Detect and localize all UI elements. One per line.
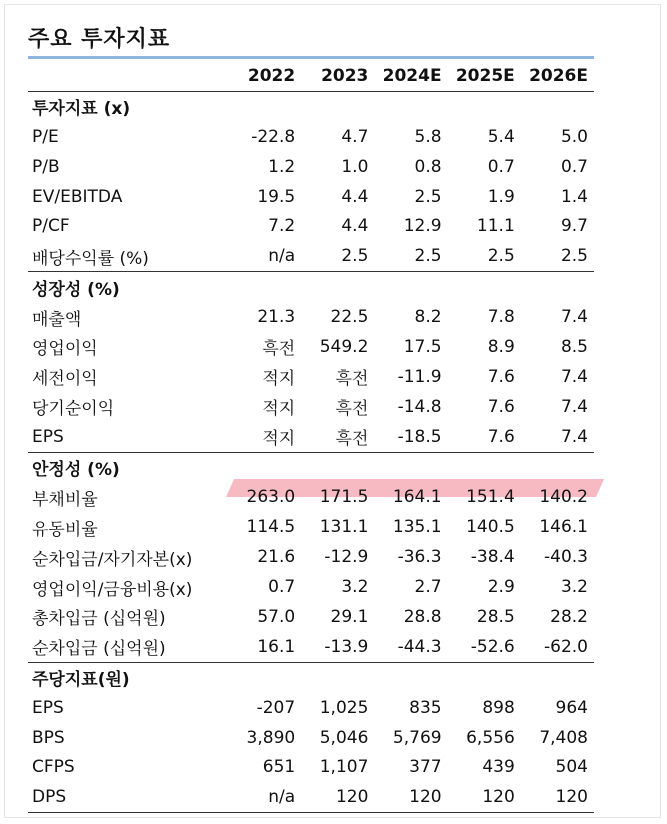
value-cell: 4.7 [341,126,369,147]
row-label: EPS [32,697,64,718]
section-title: 성장성 (%) [28,272,594,302]
value-cell: 흑전 [335,429,369,450]
row-label: BPS [32,727,65,748]
value-cell: 5.4 [487,126,515,147]
investment-indicators-table [28,61,594,813]
value-cell: 2.9 [487,577,515,598]
year-header: 2025E [448,61,521,91]
table-row [28,152,594,182]
year-header: 2022 [228,61,301,91]
value-cell: 22.5 [330,307,369,328]
table-row [28,512,594,542]
value-cell: 3,890 [246,727,296,748]
value-cell: 9.7 [560,216,588,237]
value-cell: 120 [448,782,521,812]
value-cell: 5,769 [392,727,442,748]
table-row [28,302,594,332]
header-row [28,61,594,91]
value-cell: 114.5 [246,517,296,538]
table-row [28,602,594,632]
table-row [28,782,594,812]
title-underline [28,56,594,59]
value-cell: 1,025 [319,697,369,718]
value-cell: 6,556 [466,727,515,748]
value-cell: 4.4 [341,216,369,237]
section-header-row [28,452,594,482]
value-cell: 7.6 [487,396,515,417]
table-row [28,182,594,212]
value-cell: 1.2 [268,156,296,177]
row-label: 영업이익 [32,339,98,360]
section-header-row [28,272,594,302]
value-cell: -12.9 [324,547,369,568]
value-cell: 17.5 [403,336,442,357]
value-cell: 964 [555,697,588,718]
value-cell: 1.4 [560,186,588,207]
value-cell: 131.1 [319,517,369,538]
value-cell: 3.2 [560,577,588,598]
value-cell: 29.1 [330,606,369,627]
value-cell: 5.0 [560,126,588,147]
value-cell: 1,107 [319,757,369,778]
value-cell: 28.8 [403,606,442,627]
row-label: CFPS [32,757,75,778]
row-label: 순차입금 (십억원) [32,639,166,660]
row-label: 순차입금/자기자본(x) [32,549,193,570]
value-cell: 2.5 [414,186,442,207]
value-cell: 5,046 [319,727,369,748]
value-cell: 0.7 [487,156,515,177]
value-cell: 263.0 [246,487,296,508]
value-cell: -62.0 [544,636,588,657]
section-title: 투자지표 (x) [32,99,131,120]
table-row [28,332,594,362]
value-cell: 2.5 [414,246,442,267]
table-row [28,482,594,512]
row-label: 유동비율 [32,519,98,540]
value-cell: 2.5 [341,246,369,267]
value-cell: 16.1 [257,636,296,657]
value-cell: 8.5 [560,336,588,357]
value-cell: 7.6 [487,426,515,447]
row-label: 영업이익/금융비용(x) [32,579,193,600]
value-cell: 835 [409,697,442,718]
value-cell: -38.4 [470,547,515,568]
value-cell: 7.8 [487,307,515,328]
section-title: 주당지표(원) [28,662,594,692]
value-cell: 5.8 [414,126,442,147]
value-cell: 흑전 [262,339,296,360]
value-cell: 164.1 [392,487,442,508]
value-cell: -40.3 [544,547,588,568]
value-cell: 적지 [262,399,296,420]
year-header: 2026E [521,61,594,91]
value-cell: 171.5 [319,487,369,508]
value-cell: 0.7 [268,577,296,598]
value-cell: 651 [262,757,296,778]
section-header-row [28,662,594,692]
value-cell: 120 [301,782,374,812]
year-header: 2023 [301,61,374,91]
value-cell: 8.9 [487,336,515,357]
year-header: 2024E [374,61,447,91]
value-cell: 140.2 [539,487,588,508]
value-cell: 1.0 [341,156,369,177]
value-cell: 7.4 [560,426,588,447]
value-cell: -13.9 [324,636,369,657]
value-cell: 2.5 [487,246,515,267]
table-row [28,362,594,392]
value-cell: 21.3 [257,307,296,328]
table-row [28,752,594,782]
value-cell: 140.5 [466,517,515,538]
value-cell: -36.3 [397,547,442,568]
value-cell: n/a [268,246,296,267]
row-label: 매출액 [32,309,82,330]
value-cell: n/a [228,782,301,812]
value-cell: -22.8 [251,126,296,147]
table-row [28,693,594,723]
value-cell: 흑전 [335,399,369,420]
section-header-row [28,91,594,121]
value-cell: 12.9 [403,216,442,237]
value-cell: 439 [482,757,515,778]
value-cell: 57.0 [257,606,296,627]
value-cell: 2.5 [560,246,588,267]
value-cell: 적지 [262,369,296,390]
value-cell: -44.3 [397,636,442,657]
value-cell: 7.4 [560,396,588,417]
row-label: P/CF [32,216,70,237]
value-cell: 7.2 [268,216,296,237]
value-cell: 1.9 [487,186,515,207]
row-label: DPS [28,782,228,812]
value-cell: 흑전 [335,369,369,390]
section-title: 안정성 (%) [28,452,594,482]
row-label: 부채비율 [32,489,98,510]
value-cell: 0.7 [560,156,588,177]
table-row [28,422,594,452]
value-cell: 135.1 [392,517,442,538]
table-row [28,723,594,753]
value-cell: 7,408 [539,727,588,748]
row-label: EPS [32,426,64,447]
header-label-cell [28,61,228,91]
value-cell: 549.2 [319,336,369,357]
value-cell: 146.1 [539,517,588,538]
table-row [28,542,594,572]
page-title: 주요 투자지표 [28,27,171,52]
value-cell: -18.5 [397,426,442,447]
value-cell: 120 [374,782,447,812]
value-cell: 적지 [262,429,296,450]
table-row [28,632,594,662]
value-cell: 4.4 [341,186,369,207]
value-cell: 898 [482,697,515,718]
table-row [28,122,594,152]
row-label: P/E [32,126,59,147]
value-cell: 151.4 [466,487,515,508]
value-cell: 377 [409,757,442,778]
value-cell: 8.2 [414,307,442,328]
value-cell: -11.9 [397,366,442,387]
value-cell: -14.8 [397,396,442,417]
table-row [28,392,594,422]
value-cell: 21.6 [257,547,296,568]
value-cell: -52.6 [470,636,515,657]
row-label: EV/EBITDA [32,186,123,207]
value-cell: 2.7 [414,577,442,598]
value-cell: -207 [256,697,296,718]
table-row [28,211,594,241]
value-cell: 11.1 [476,216,515,237]
value-cell: 28.5 [476,606,515,627]
row-label: 세전이익 [32,369,98,390]
value-cell: 0.8 [414,156,442,177]
value-cell: 3.2 [341,577,369,598]
row-label: P/B [32,156,60,177]
value-cell: 28.2 [550,606,588,627]
row-label: 총차입금 (십억원) [32,609,166,630]
table-row [28,572,594,602]
value-cell: 7.4 [560,307,588,328]
value-cell: 19.5 [257,186,296,207]
table-row [28,241,594,271]
table-body [28,61,594,813]
value-cell: 120 [521,782,594,812]
value-cell: 7.4 [560,366,588,387]
value-cell: 504 [555,757,588,778]
value-cell: 7.6 [487,366,515,387]
row-label: 당기순이익 [32,399,115,420]
row-label: 배당수익률 (%) [32,248,149,269]
